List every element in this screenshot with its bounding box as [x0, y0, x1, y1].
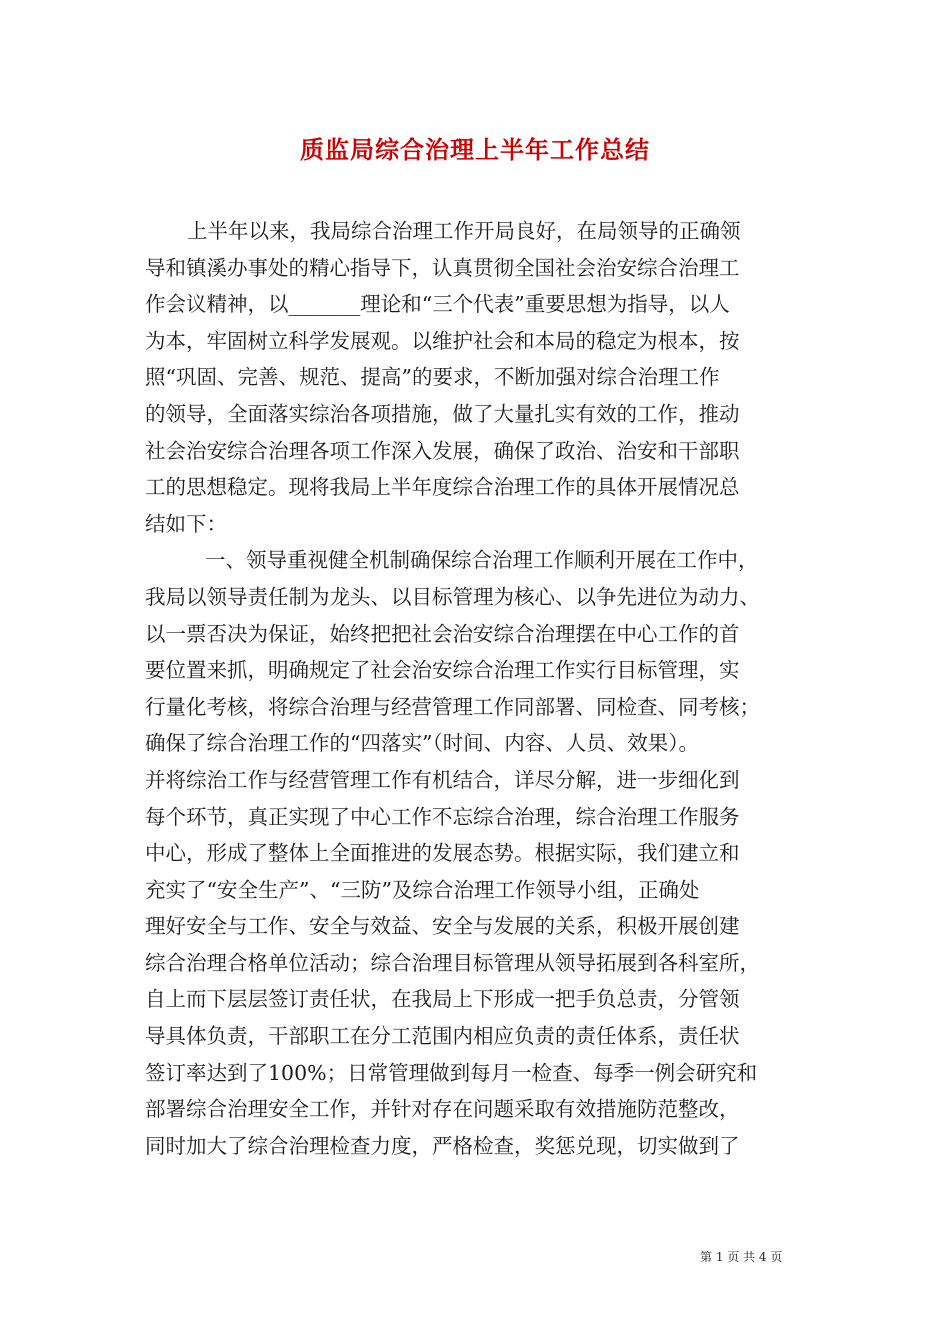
text-line: 上半年以来，我局综合治理工作开局良好，在局领导的正确领: [187, 219, 741, 243]
text-line: 社会治安综合治理各项工作深入发展，确保了政治、治安和干部职: [145, 438, 740, 463]
text-line: 的领导，全面落实综治各项措施，做了大量扎实有效的工作，推动: [145, 401, 740, 426]
text-line: 为本，牢固树立科学发展观。以维护社会和本局的稳定为根本，按: [145, 328, 740, 353]
text-line: 充实了“安全生产”、“三防”及综合治理工作领导小组，正确处: [145, 877, 700, 902]
section-heading-line: 一、领导重视健全机制确保综合治理工作顺利开展在工作中，: [205, 548, 759, 573]
text-line: 作会议精神，以_______理论和“三个代表”重要思想为指导，以人: [145, 292, 730, 317]
text-line: 导和镇溪办事处的精心指导下，认真贯彻全国社会治安综合治理工: [145, 255, 740, 280]
text-line: 行量化考核，将综合治理与经营管理工作同部署、同检查、同考核；: [145, 694, 760, 719]
document-title: 质监局综合治理上半年工作总结: [300, 135, 650, 164]
text-line: 我局以领导责任制为龙头、以目标管理为核心、以争先进位为动力、: [145, 584, 760, 609]
text-line: 确保了综合治理工作的“四落实”（时间、内容、人员、效果）。: [145, 731, 699, 756]
text-line: 导具体负责，干部职工在分工范围内相应负责的责任体系，责任状: [145, 1024, 740, 1049]
text-line: 理好安全与工作、安全与效益、安全与发展的关系，积极开展创建: [145, 914, 740, 939]
text-line: 每个环节，真正实现了中心工作不忘综合治理，综合治理工作服务: [145, 804, 740, 829]
page-number-footer: 第 1 页 共 4 页: [700, 1250, 783, 1264]
text-line: 工的思想稳定。现将我局上半年度综合治理工作的具体开展情况总: [145, 475, 740, 500]
text-line: 自上而下层层签订责任状，在我局上下形成一把手负总责，分管领: [145, 987, 740, 1012]
text-line: 结如下：: [145, 511, 227, 536]
text-line: 以一票否决为保证，始终把把社会治安综合治理摆在中心工作的首: [145, 621, 740, 646]
text-line: 综合治理合格单位活动；综合治理目标管理从领导拓展到各科室所，: [145, 950, 760, 975]
text-line: 照“巩固、完善、规范、提高”的要求，不断加强对综合治理工作: [145, 365, 720, 390]
document-body: [145, 213, 805, 1164]
text-line: 并将综治工作与经营管理工作有机结合，详尽分解，进一步细化到: [145, 767, 740, 792]
text-line: 部署综合治理安全工作，并针对存在问题采取有效措施防范整改，: [145, 1097, 740, 1122]
text-line: 中心，形成了整体上全面推进的发展态势。根据实际，我们建立和: [145, 841, 740, 866]
text-line: 要位置来抓，明确规定了社会治安综合治理工作实行目标管理，实: [145, 658, 740, 683]
text-line: 签订率达到了100%；日常管理做到每月一检查、每季一例会研究和: [145, 1060, 758, 1085]
text-line: 同时加大了综合治理检查力度，严格检查，奖惩兑现，切实做到了: [145, 1133, 740, 1158]
